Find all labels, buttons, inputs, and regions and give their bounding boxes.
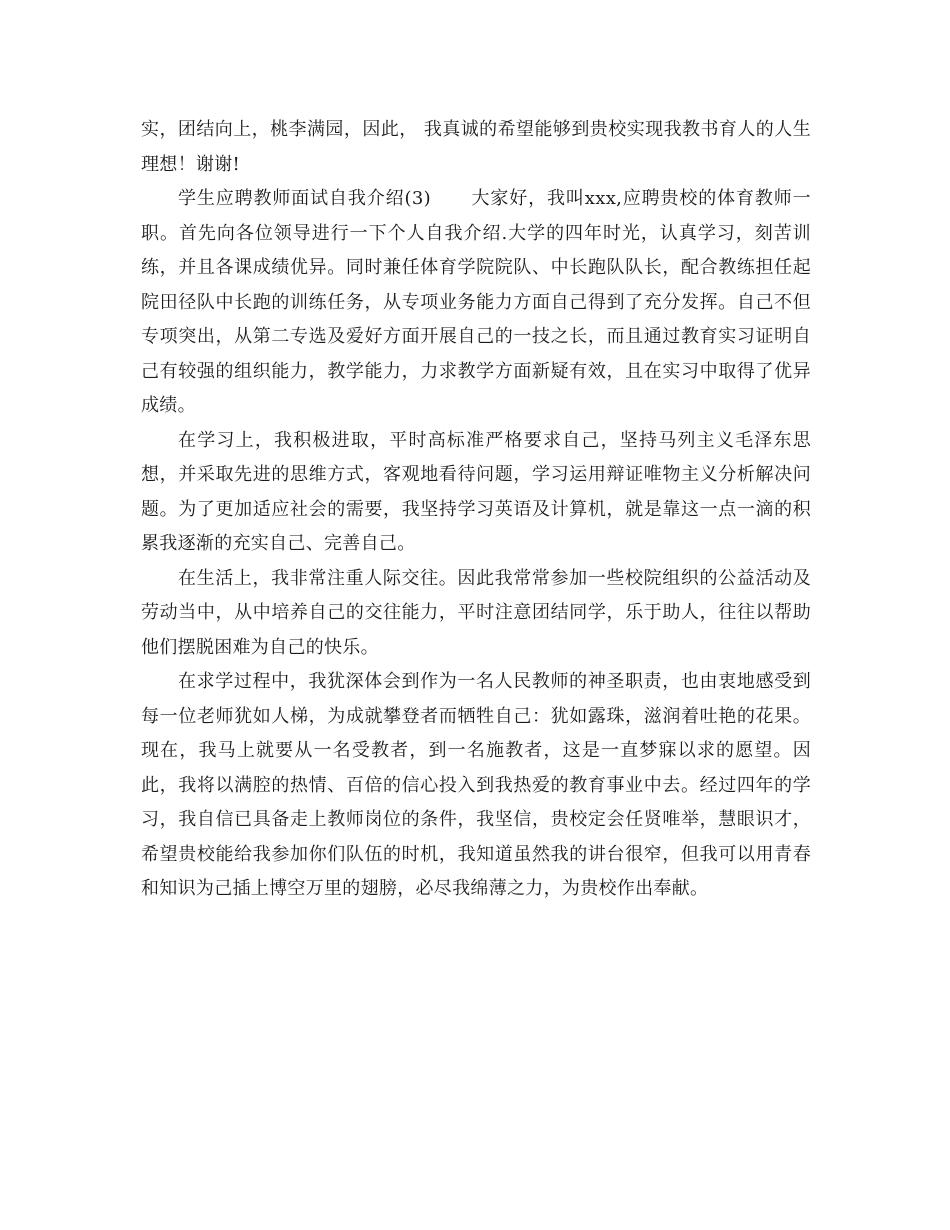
paragraph-intro-continuation: 实，团结向上，桃李满园，因此， 我真诚的希望能够到贵校实现我教书育人的人生理想！谢谢! [141,119,811,175]
paragraph-self-introduction [141,182,811,424]
document-body [141,113,811,907]
section-heading: 学生应聘教师面试自我介绍(3) [178,188,431,209]
paragraph-study: 在学习上，我积极进取，平时高标准严格要求自己，坚持马列主义毛泽东思想，并采取先进的思维方式，客观地看待问题，学习运用辩证唯物主义分析解决问题。为了更加适应社会的需要，我坚持学习英语及计算机，就是靠这一点一滴的积累我逐渐的充实自己、完善自己。 [141,429,811,554]
paragraph-conclusion: 在求学过程中，我犹深体会到作为一名人民教师的神圣职责，也由衷地感受到每一位老师犹如人梯，为成就攀登者而牺牲自己：犹如露珠，滋润着吐艳的花果。现在，我马上就要从一名受教者，到一名施教者，这是一直梦寐以求的愿望。因此，我将以满腔的热情、百倍的信心投入到我热爱的教育事业中去。经过四年的学习，我自信已具备走上教师岗位的条件，我坚信，贵校定会任贤唯举，慧眼识才，希望贵校能给我参加你们队伍的时机，我知道虽然我的讲台很窄，但我可以用青春和知识为己插上博空万里的翅膀，必尽我绵薄之力，为贵校作出奉献。 [141,671,811,899]
paragraph-self-introduction-text: 大家好，我叫xxx,应聘贵校的体育教师一职。首先向各位领导进行一下个人自我介绍.大学的四年时光，认真学习，刻苦训练，并且各课成绩优异。同时兼任体育学院院队、中长跑队队长，配合教练担任起院田径队中长跑的训练任务，从专项业务能力方面自己得到了充分发挥。自己不但专项突出，从第二专选及爱好方面开展自己的一技之长，而且通过教育实习证明自己有较强的组织能力，教学能力，力求教学方面新疑有效，且在实习中取得了优异成绩。 [141,188,811,416]
paragraph-life: 在生活上，我非常注重人际交往。因此我常常参加一些校院组织的公益活动及劳动当中，从中培养自己的交往能力，平时注意团结同学，乐于助人，往往以帮助他们摆脱困难为自己的快乐。 [141,567,811,658]
